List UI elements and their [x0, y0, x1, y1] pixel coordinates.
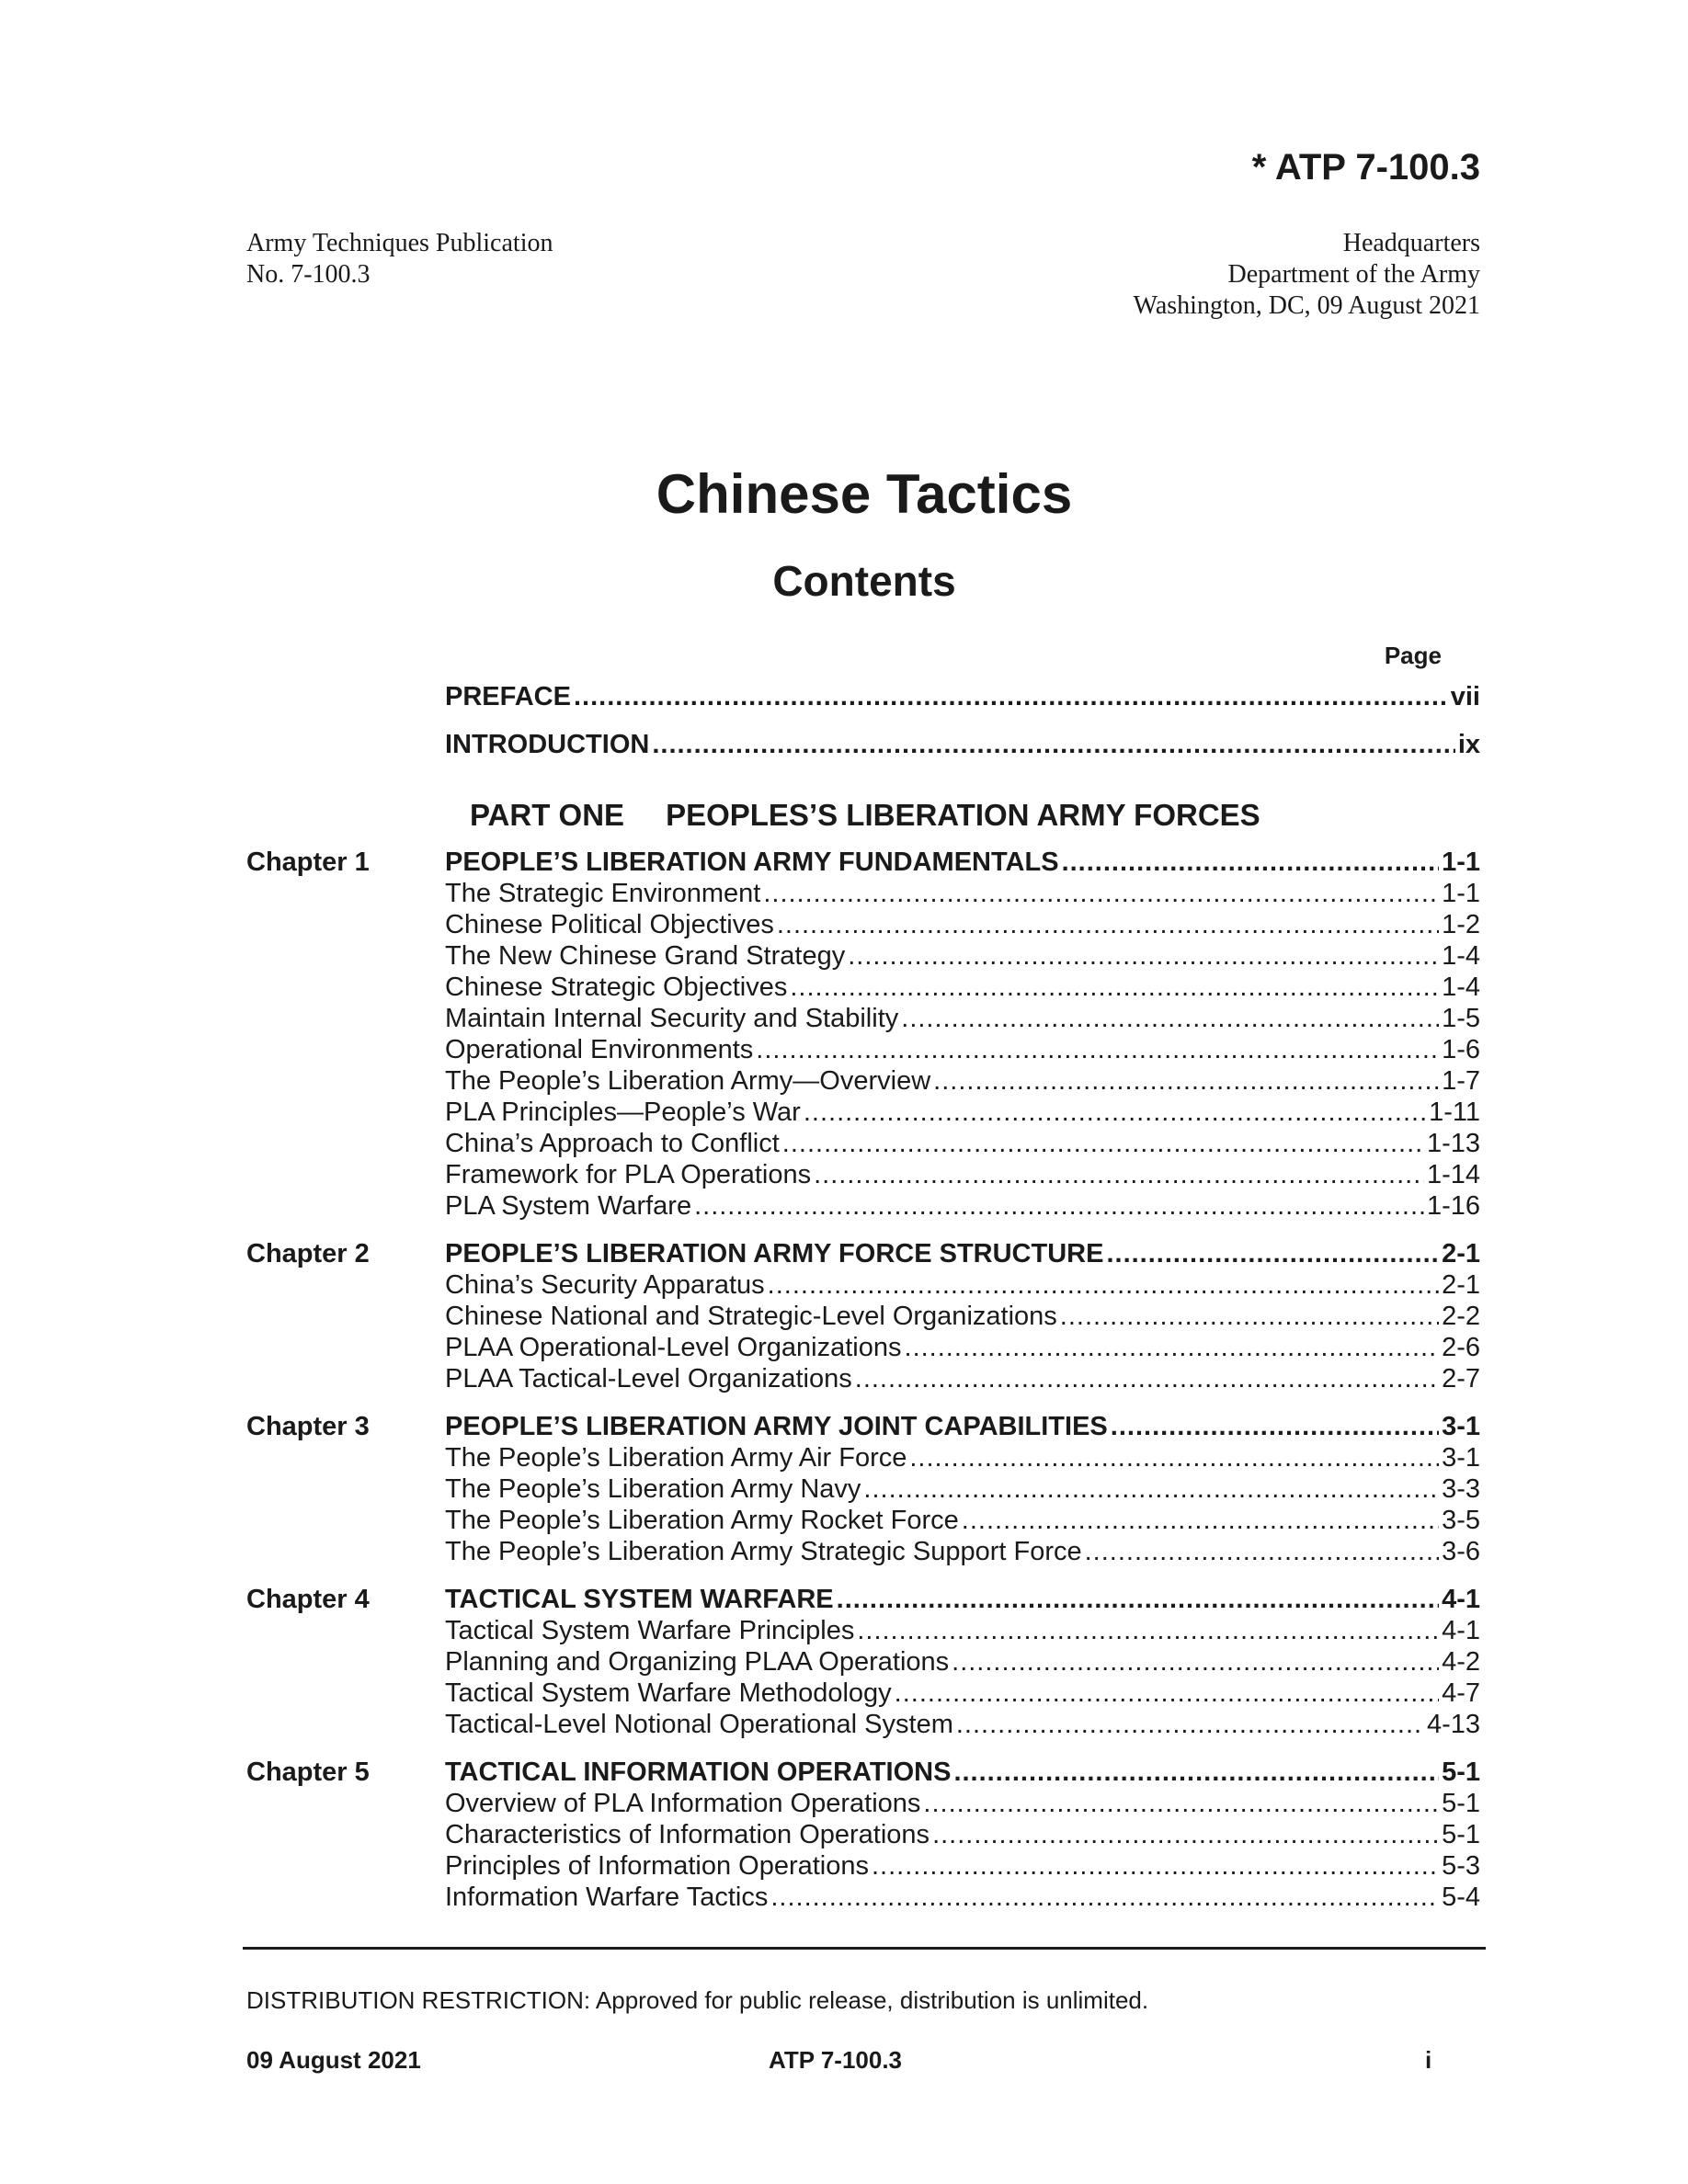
toc-leader-dots [837, 1585, 1439, 1615]
toc-entry-page: 4-1 [1442, 1585, 1480, 1614]
toc-leader-dots [777, 910, 1439, 940]
toc-entry-page: 1-1 [1442, 879, 1480, 908]
toc-entry-title: The People’s Liberation Army Navy [445, 1474, 861, 1504]
publication-info [246, 228, 553, 290]
toc-entry-title: PLAA Tactical-Level Organizations [445, 1364, 852, 1393]
toc-entry-title: China’s Approach to Conflict [445, 1129, 780, 1158]
toc-leader-dots [848, 941, 1439, 972]
toc-leader-dots [895, 1678, 1439, 1709]
toc-entry[interactable] [445, 1160, 1480, 1190]
distribution-restriction: DISTRIBUTION RESTRICTION: Approved for public release, distribution is unlimited. [246, 1986, 1149, 2014]
toc-entry-page: 1-11 [1429, 1098, 1480, 1127]
toc-entry[interactable] [445, 1098, 1480, 1128]
toc-entry-page: 1-16 [1426, 1191, 1480, 1221]
toc-entry[interactable] [445, 1129, 1480, 1159]
toc-entry-page: 3-5 [1442, 1506, 1480, 1535]
toc-leader-dots [952, 1647, 1439, 1678]
toc-entry[interactable] [445, 1820, 1480, 1850]
toc-leader-dots [872, 1851, 1439, 1882]
toc-entry-page: 1-13 [1426, 1129, 1480, 1158]
toc-leader-dots [909, 1443, 1439, 1473]
toc-entry[interactable] [445, 1851, 1480, 1882]
footer-document-code: ATP 7-100.3 [769, 2046, 903, 2074]
toc-entry-page: 1-7 [1442, 1066, 1480, 1096]
toc-entry-title: Chinese Political Objectives [445, 910, 774, 939]
toc-entry[interactable] [445, 1537, 1480, 1567]
toc-leader-dots [763, 879, 1439, 909]
toc-entry-page: 1-4 [1442, 973, 1480, 1002]
toc-entry-page: 4-1 [1442, 1616, 1480, 1645]
toc-entry[interactable] [445, 1616, 1480, 1646]
toc-leader-dots [1060, 1302, 1439, 1332]
toc-entry-title: Chinese Strategic Objectives [445, 973, 788, 1002]
footer-divider [243, 1947, 1486, 1950]
toc-entry-title: The People’s Liberation Army—Overview [445, 1066, 931, 1096]
toc-chapter-heading[interactable] [445, 1412, 1480, 1442]
chapter-label: Chapter 2 [246, 1239, 370, 1268]
toc-entry-title: PEOPLE’S LIBERATION ARMY FUNDAMENTALS [445, 847, 1059, 877]
page-column-heading: Page [1384, 642, 1442, 669]
toc-entry-page: vii [1450, 682, 1480, 711]
toc-entry-title: Principles of Information Operations [445, 1851, 869, 1881]
toc-entry[interactable] [445, 1364, 1480, 1394]
part-label: PART ONE [470, 798, 625, 832]
toc-leader-dots [932, 1820, 1439, 1850]
toc-entry[interactable] [445, 1191, 1480, 1222]
toc-entry-page: 2-7 [1442, 1364, 1480, 1393]
toc-entry[interactable] [445, 879, 1480, 909]
toc-leader-dots [1111, 1412, 1439, 1442]
toc-leader-dots [814, 1160, 1424, 1190]
toc-entry-title: Tactical-Level Notional Operational System [445, 1710, 953, 1739]
toc-entry-page: 4-13 [1426, 1710, 1480, 1739]
toc-entry-title: Maintain Internal Security and Stability [445, 1004, 899, 1033]
toc-entry[interactable] [445, 1789, 1480, 1819]
toc-chapter-heading[interactable] [445, 847, 1480, 878]
toc-entry-title: China’s Security Apparatus [445, 1270, 765, 1300]
toc-entry[interactable] [445, 1710, 1480, 1740]
toc-entry-title: The People’s Liberation Army Air Force [445, 1443, 907, 1473]
toc-entry-page: 5-1 [1442, 1789, 1480, 1818]
toc-entry-page: 5-4 [1442, 1883, 1480, 1912]
toc-leader-dots [855, 1364, 1439, 1394]
toc-entry-title: Operational Environments [445, 1035, 754, 1064]
toc-entry-page: 1-2 [1442, 910, 1480, 939]
footer-page-number: i [1425, 2046, 1432, 2074]
toc-entry-page: 3-6 [1442, 1537, 1480, 1566]
toc-entry[interactable] [445, 1883, 1480, 1913]
toc-leader-dots [652, 730, 1454, 760]
toc-entry-introduction[interactable] [445, 730, 1480, 760]
part-heading [470, 798, 1260, 833]
toc-entry-title: The Strategic Environment [445, 879, 761, 908]
toc-entry-title: The New Chinese Grand Strategy [445, 941, 846, 971]
toc-entry-title: The People’s Liberation Army Rocket Force [445, 1506, 959, 1535]
headquarters-info [1134, 228, 1480, 322]
toc-entry-page: 5-3 [1442, 1851, 1480, 1881]
toc-leader-dots [933, 1066, 1439, 1097]
chapter-label: Chapter 5 [246, 1757, 370, 1787]
toc-entry[interactable] [445, 1333, 1480, 1363]
toc-leader-dots [901, 1004, 1439, 1034]
toc-entry-page: 3-3 [1442, 1474, 1480, 1504]
part-name: PEOPLES’S LIBERATION ARMY FORCES [666, 798, 1260, 832]
toc-entry-page: 1-4 [1442, 941, 1480, 971]
toc-entry-title: Information Warfare Tactics [445, 1883, 769, 1912]
toc-entry-page: ix [1457, 730, 1480, 759]
publication-type: Army Techniques Publication [246, 229, 553, 257]
toc-leader-dots [1106, 1239, 1439, 1269]
toc-entry-title: Tactical System Warfare Methodology [445, 1678, 892, 1708]
toc-entry-title: The People’s Liberation Army Strategic Support Force [445, 1537, 1082, 1566]
toc-leader-dots [923, 1789, 1439, 1819]
document-code: * ATP 7-100.3 [1251, 147, 1480, 188]
toc-chapter-heading[interactable] [445, 1239, 1480, 1269]
contents-heading: Contents [772, 557, 956, 605]
toc-leader-dots [956, 1710, 1424, 1740]
toc-entry-page: 2-1 [1442, 1239, 1480, 1268]
footer-date: 09 August 2021 [246, 2046, 421, 2074]
toc-entry[interactable] [445, 910, 1480, 940]
toc-entry-page: 4-2 [1442, 1647, 1480, 1677]
publication-number: No. 7-100.3 [246, 260, 371, 289]
toc-leader-dots [953, 1757, 1439, 1788]
toc-entry[interactable] [445, 1302, 1480, 1332]
toc-entry[interactable] [445, 1678, 1480, 1709]
toc-entry-title: Characteristics of Information Operations [445, 1820, 930, 1849]
toc-entry-title: Tactical System Warfare Principles [445, 1616, 855, 1645]
toc-entry-page: 2-6 [1442, 1333, 1480, 1362]
toc-entry-title: PEOPLE’S LIBERATION ARMY JOINT CAPABILITIES [445, 1412, 1108, 1441]
toc-entry-title: PLA System Warfare [445, 1191, 692, 1221]
toc-entry-page: 4-7 [1442, 1678, 1480, 1708]
headquarters-line: Headquarters [1342, 229, 1480, 257]
toc-leader-dots [1062, 847, 1440, 878]
toc-entry[interactable] [445, 1443, 1480, 1473]
toc-entry[interactable] [445, 1506, 1480, 1536]
page-title: Chinese Tactics [656, 463, 1073, 525]
toc-leader-dots [756, 1035, 1439, 1065]
toc-entry-title: Chinese National and Strategic-Level Organizations [445, 1302, 1057, 1331]
toc-entry-title: TACTICAL SYSTEM WARFARE [445, 1585, 834, 1614]
toc-entry-page: 1-5 [1442, 1004, 1480, 1033]
toc-leader-dots [768, 1270, 1439, 1301]
toc-chapter-heading[interactable] [445, 1757, 1480, 1788]
toc-entry-page: 1-14 [1426, 1160, 1480, 1189]
toc-leader-dots [770, 1883, 1439, 1913]
toc-leader-dots [863, 1474, 1439, 1505]
toc-entry-page: 2-2 [1442, 1302, 1480, 1331]
toc-entry-page: 5-1 [1442, 1757, 1480, 1787]
toc-entry[interactable] [445, 1474, 1480, 1505]
chapter-label: Chapter 4 [246, 1585, 370, 1614]
toc-entry-title: Framework for PLA Operations [445, 1160, 812, 1189]
toc-entry-title: PEOPLE’S LIBERATION ARMY FORCE STRUCTURE [445, 1239, 1104, 1268]
toc-entry[interactable] [445, 941, 1480, 972]
toc-chapter-heading[interactable] [445, 1585, 1480, 1615]
toc-entry-title: TACTICAL INFORMATION OPERATIONS [445, 1757, 952, 1787]
toc-entry-title: PLA Principles—People’s War [445, 1098, 801, 1127]
chapter-label: Chapter 1 [246, 847, 370, 877]
toc-leader-dots [694, 1191, 1424, 1222]
toc-entry-title: PLAA Operational-Level Organizations [445, 1333, 902, 1362]
toc-leader-dots [1085, 1537, 1439, 1567]
toc-entry-title: PREFACE [445, 682, 571, 711]
toc-leader-dots [962, 1506, 1439, 1536]
toc-leader-dots [574, 682, 1448, 712]
toc-entry[interactable] [445, 1004, 1480, 1034]
toc-entry-title: INTRODUCTION [445, 730, 650, 759]
toc-entry-page: 1-1 [1442, 847, 1480, 877]
toc-leader-dots [790, 973, 1439, 1003]
toc-entry-title: Overview of PLA Information Operations [445, 1789, 921, 1818]
toc-entry[interactable] [445, 1270, 1480, 1301]
toc-entry-page: 5-1 [1442, 1820, 1480, 1849]
department-line: Department of the Army [1227, 260, 1480, 289]
toc-leader-dots [905, 1333, 1440, 1363]
toc-leader-dots [857, 1616, 1439, 1646]
toc-leader-dots [804, 1098, 1426, 1128]
toc-entry[interactable] [445, 1066, 1480, 1097]
toc-entry-preface[interactable] [445, 682, 1480, 712]
toc-leader-dots [782, 1129, 1424, 1159]
toc-entry-page: 1-6 [1442, 1035, 1480, 1064]
toc-entry[interactable] [445, 973, 1480, 1003]
toc-entry-page: 3-1 [1442, 1443, 1480, 1473]
chapter-label: Chapter 3 [246, 1412, 370, 1441]
toc-entry[interactable] [445, 1647, 1480, 1678]
location-date-line: Washington, DC, 09 August 2021 [1133, 291, 1480, 320]
toc-entry-page: 3-1 [1442, 1412, 1480, 1441]
toc-entry-title: Planning and Organizing PLAA Operations [445, 1647, 950, 1677]
toc-entry[interactable] [445, 1035, 1480, 1065]
toc-entry-page: 2-1 [1442, 1270, 1480, 1300]
